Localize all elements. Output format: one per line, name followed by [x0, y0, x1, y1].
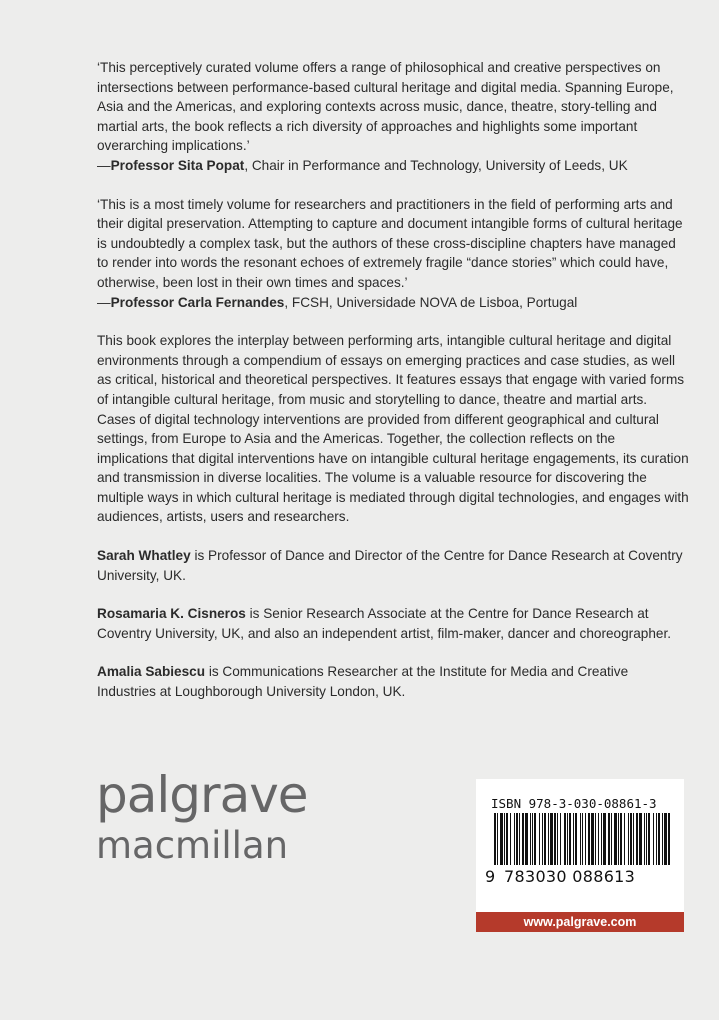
- barcode-bar: [639, 813, 642, 865]
- barcode-bar: [618, 813, 619, 865]
- barcode-bar: [588, 813, 590, 865]
- barcode-bar: [598, 813, 599, 865]
- barcode-bar: [510, 813, 511, 865]
- editor-bio-2: [97, 604, 689, 643]
- barcode-bar: [506, 813, 508, 865]
- editor-bio-1: [97, 546, 689, 585]
- barcode-bar: [646, 813, 647, 865]
- barcode-bar: [630, 813, 632, 865]
- barcode-bar: [500, 813, 503, 865]
- barcode-bar: [557, 813, 558, 865]
- barcode-bar: [519, 813, 520, 865]
- barcode-bar: [580, 813, 581, 865]
- barcode-bar: [601, 813, 602, 865]
- barcode-bar: [644, 813, 645, 865]
- barcode-bar: [516, 813, 518, 865]
- back-cover-text: [97, 58, 689, 702]
- barcode-bar: [624, 813, 625, 865]
- barcode-bar: [494, 813, 496, 865]
- barcode-bar: [633, 813, 634, 865]
- barcode-bar: [658, 813, 660, 865]
- barcode-bar: [611, 813, 612, 865]
- barcode-bar: [585, 813, 586, 865]
- barcode-bar: [636, 813, 638, 865]
- barcode-bar: [614, 813, 617, 865]
- barcode-bar: [514, 813, 515, 865]
- barcode-bar: [582, 813, 583, 865]
- barcode-bar: [497, 813, 498, 865]
- barcode-bar: [595, 813, 596, 865]
- endorser-affiliation: , Chair in Performance and Technology, University of Leeds, UK: [244, 157, 628, 173]
- barcode-bar: [548, 813, 549, 865]
- barcode-bar: [575, 813, 577, 865]
- editor-name: Rosamaria K. Cisneros: [97, 606, 246, 622]
- barcode-bar: [542, 813, 543, 865]
- editor-name: Amalia Sabiescu: [97, 664, 206, 680]
- isbn-label: ISBN 978-3-030-08861-3: [491, 796, 657, 811]
- isbn-barcode: [476, 779, 684, 912]
- editor-description: is Communications Researcher at the Institute for Media and Creative Industries at Loughborough University London, UK.: [97, 664, 629, 700]
- logo-line-macmillan: macmillan: [96, 824, 289, 867]
- barcode-bar: [554, 813, 556, 865]
- barcode-bars: [494, 813, 670, 873]
- editor-bio-3: [97, 662, 689, 701]
- attribution-dash: —: [97, 294, 111, 310]
- barcode-bar: [608, 813, 610, 865]
- endorser-name: Professor Carla Fernandes: [110, 294, 285, 310]
- barcode-bar: [532, 813, 533, 865]
- book-description: This book explores the interplay between performing arts, intangible cultural heritage and digital environments through a compendium of essays on emerging practices and case studies, as well as critical, historical and theoretical perspectives. It features essays that engage with varied forms of intangible cultural heritage, from music and storytelling to dance, theatre and martial arts. Cases of digital technology interventions are provided from different geographical and cultural settings, from Europe to Asia and the Americas. Together, the collection reflects on the implications that digital interventions have on intangible cultural heritage engagements, its curation and transmission in diverse localities. The volume is a valuable resource for discovering the multiple ways in which cultural heritage is mediated through digital technologies, and engages with audiences, artists, users and researchers.: [97, 333, 689, 525]
- barcode-bar: [560, 813, 561, 865]
- endorser-affiliation: , FCSH, Universidade NOVA de Lisboa, Portugal: [284, 294, 578, 310]
- barcode-bar: [564, 813, 566, 865]
- publisher-website[interactable]: www.palgrave.com: [476, 912, 684, 932]
- endorsement-quote-1: ‘This perceptively curated volume offers a range of philosophical and creative perspectives on intersections between performance-based cultural heritage and digital media. Spanning Europe, Asia and the Americas, and exploring contexts across music, dance, theatre, story-telling and martial arts, the book reflects a rich diversity of approaches and highlights some important overarching implications.’: [97, 60, 674, 154]
- endorsement-attribution-2: [97, 293, 689, 313]
- editor-name: Sarah Whatley: [97, 548, 191, 564]
- logo-line-palgrave: palgrave: [96, 766, 308, 824]
- barcode-bar: [550, 813, 553, 865]
- barcode-bar: [620, 813, 622, 865]
- barcode-bar: [569, 813, 571, 865]
- barcode-bar: [653, 813, 654, 865]
- barcode-bar: [662, 813, 663, 865]
- barcode-bar: [504, 813, 505, 865]
- barcode-bar: [591, 813, 594, 865]
- editor-description: is Professor of Dance and Director of the Centre for Dance Research at Coventry University, UK.: [97, 548, 683, 583]
- barcode-bar: [534, 813, 536, 865]
- publisher-logo: [96, 765, 326, 867]
- barcode-bar: [628, 813, 629, 865]
- barcode-bar: [648, 813, 650, 865]
- barcode-bar: [573, 813, 574, 865]
- ean-digits: 783030 088613: [504, 867, 636, 886]
- endorsement-quote-2: ‘This is a most timely volume for researchers and practitioners in the field of performing arts and their digital preservation. Attempting to capture and document intangible forms of cultural heritage is undoubtedly a complex task, but the authors of these cross-discipline chapters have managed to render into words the resonant echoes of extremely fragile “dance stories” which could have, otherwise, been lost in their own times and spaces.’: [97, 196, 683, 290]
- ean-first-digit: 9: [485, 867, 496, 886]
- barcode-bar: [668, 813, 670, 865]
- barcode-bar: [656, 813, 657, 865]
- barcode-bar: [603, 813, 606, 865]
- endorser-name: Professor Sita Popat: [110, 157, 245, 173]
- barcode-bar: [567, 813, 568, 865]
- editor-description: is Senior Research Associate at the Centre for Dance Research at Coventry University, UK, and also an independent artist, film-maker, dancer and choreographer.: [97, 606, 672, 641]
- attribution-dash: —: [97, 157, 111, 173]
- barcode-bar: [544, 813, 546, 865]
- barcode-bar: [664, 813, 667, 865]
- barcode-bar: [522, 813, 524, 865]
- endorsement-attribution-1: [97, 156, 689, 176]
- barcode-bar: [530, 813, 531, 865]
- barcode-bar: [525, 813, 528, 865]
- barcode-bar: [539, 813, 540, 865]
